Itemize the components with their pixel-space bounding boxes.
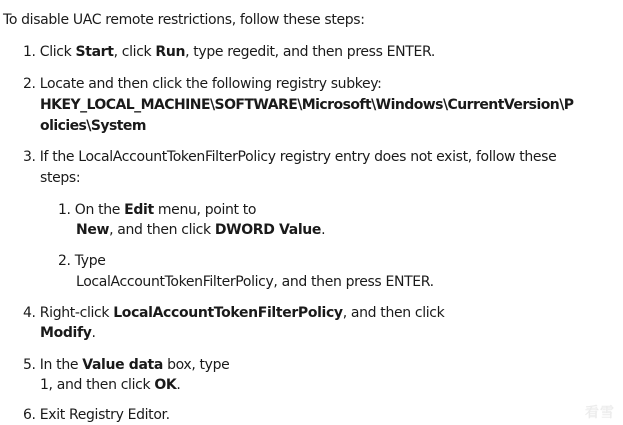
- step-4-text-c: .: [91, 325, 96, 341]
- substep-2-text-b: LocalAccountTokenFilterPolicy, and then press ENTER.: [76, 274, 434, 290]
- step-3-text-a: If the LocalAccountTokenFilterPolicy registry entry does not exist, follow these: [39, 149, 557, 165]
- start-keyword: Start: [75, 44, 114, 60]
- step-6-text: Exit Registry Editor.: [39, 407, 170, 423]
- registry-key-line-2: olicies\System: [40, 118, 146, 134]
- step-1: [23, 42, 435, 62]
- intro-text: To disable UAC remote restrictions, follow these steps:: [3, 12, 365, 28]
- step-2: [23, 74, 382, 94]
- step-4-text-b: , and then click: [342, 305, 445, 321]
- watermark: 看雪: [585, 405, 615, 421]
- run-keyword: Run: [155, 44, 186, 60]
- substep-1-text-a: On the: [74, 202, 125, 218]
- edit-keyword: Edit: [124, 202, 154, 218]
- new-keyword: New: [76, 222, 110, 238]
- step-4: [23, 303, 444, 323]
- registry-key-line-1: HKEY_LOCAL_MACHINE\SOFTWARE\Microsoft\Windows\CurrentVersion\P: [40, 97, 574, 113]
- step-2-number: 2.: [23, 76, 36, 92]
- step-4-continued: [40, 323, 96, 343]
- step-1-text-c: , type regedit, and then press ENTER.: [185, 44, 435, 60]
- substep-1-text-d: .: [321, 222, 326, 238]
- substep-2-text-a: Type: [74, 253, 106, 269]
- step-5-text-c: 1, and then click: [40, 377, 155, 393]
- modify-keyword: Modify: [40, 325, 92, 341]
- step-6: [23, 405, 170, 425]
- step-3-number: 3.: [23, 149, 36, 165]
- policy-keyword: LocalAccountTokenFilterPolicy: [113, 305, 343, 321]
- substep-1-text-b: menu, point to: [153, 202, 257, 218]
- dword-value-keyword: DWORD Value: [214, 222, 322, 238]
- step-1-text-a: Click: [39, 44, 76, 60]
- substep-2-number: 2.: [58, 253, 71, 269]
- step-5-continued: [40, 375, 181, 395]
- substep-1-number: 1.: [58, 202, 71, 218]
- step-1-number: 1.: [23, 44, 36, 60]
- substep-2: [58, 251, 106, 271]
- step-5-text-d: .: [176, 377, 181, 393]
- step-1-text-b: , click: [113, 44, 156, 60]
- step-4-number: 4.: [23, 305, 36, 321]
- step-2-text: Locate and then click the following registry subkey:: [39, 76, 382, 92]
- step-5: [23, 355, 229, 375]
- substep-1-continued: [76, 220, 325, 240]
- substep-1: [58, 200, 256, 220]
- step-5-text-b: box, type: [162, 357, 230, 373]
- ok-keyword: OK: [154, 377, 177, 393]
- step-4-text-a: Right-click: [39, 305, 114, 321]
- step-5-text-a: In the: [39, 357, 83, 373]
- substep-1-text-c: , and then click: [109, 222, 215, 238]
- step-3-text-b: steps:: [40, 170, 81, 186]
- value-data-keyword: Value data: [82, 357, 163, 373]
- step-6-number: 6.: [23, 407, 36, 423]
- step-3: [23, 147, 556, 167]
- step-5-number: 5.: [23, 357, 36, 373]
